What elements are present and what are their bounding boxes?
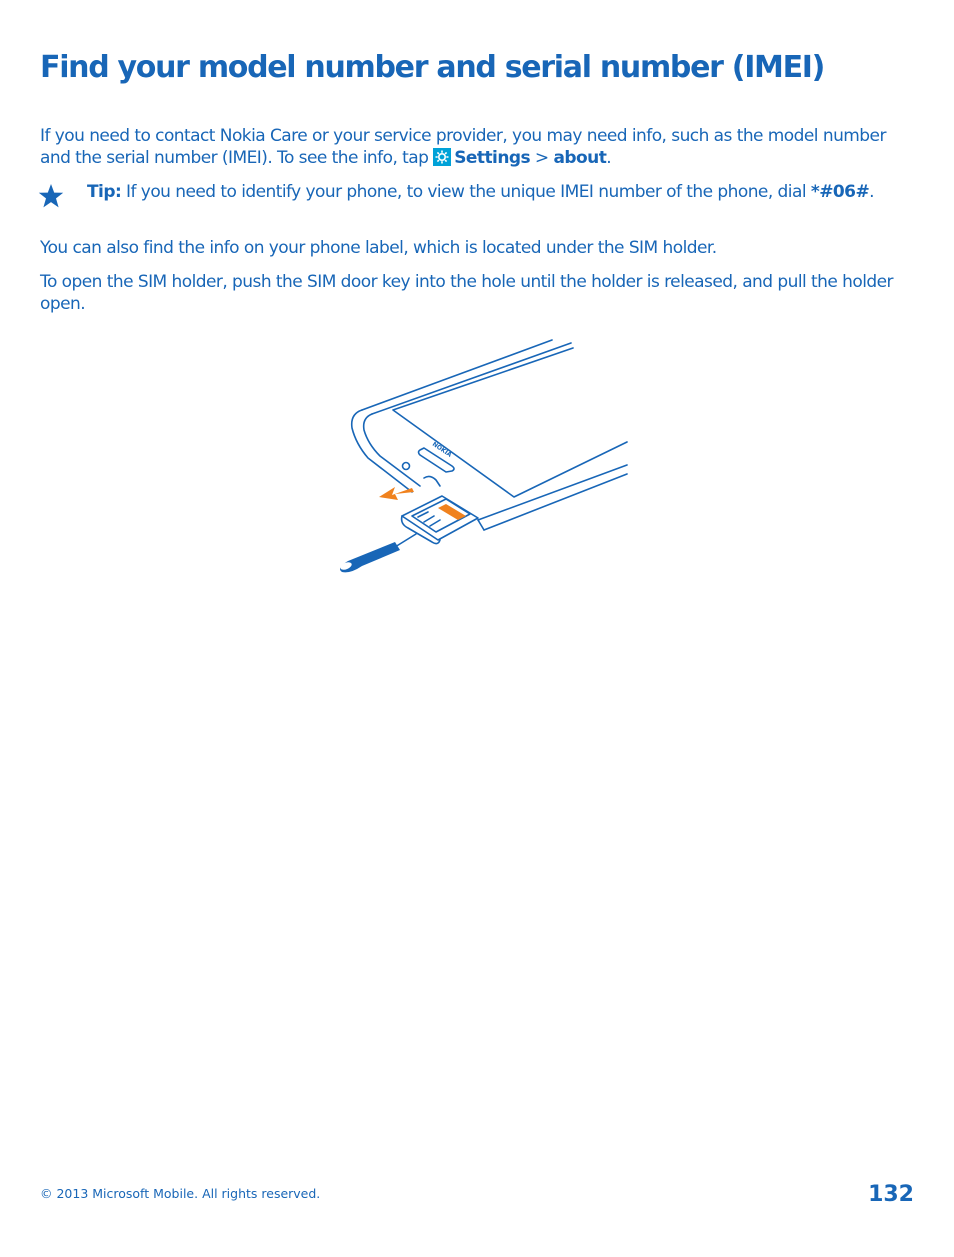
phone-body — [364, 414, 420, 486]
settings-label: Settings — [454, 148, 531, 168]
star-icon — [38, 183, 64, 209]
intro-paragraph — [40, 125, 920, 169]
tip-text: If you need to identify your phone, to view the unique IMEI number of the phone, dial — [121, 182, 811, 202]
copyright-footer: © 2013 Microsoft Mobile. All rights reserved. — [40, 1186, 321, 1201]
phone-body — [352, 410, 412, 492]
about-label: about — [553, 148, 607, 168]
sim-slot — [424, 476, 440, 486]
tip-end: . — [869, 182, 875, 202]
phone-edge — [372, 343, 571, 414]
settings-gear-icon — [433, 148, 451, 166]
page-title: Find your model number and serial number (IMEI) — [40, 50, 825, 85]
sim-contacts — [418, 512, 440, 526]
phone-edge — [484, 474, 627, 530]
phone-label-paragraph: You can also find the info on your phone label, which is located under the SIM holder. — [40, 238, 717, 258]
sim-key-tool — [339, 542, 400, 572]
intro-end: . — [606, 148, 612, 168]
phone-screen — [393, 348, 627, 497]
phone-brand: NOKIA — [430, 440, 453, 459]
path-separator: > — [530, 148, 554, 168]
intro-text: If you need to contact Nokia Care or your service provider, you may need info, such as the model number and the serial number (IMEI). To see the info, tap — [40, 126, 886, 168]
sim-holder-paragraph: To open the SIM holder, push the SIM door key into the hole until the holder is released, and pull the holder open. — [40, 272, 893, 314]
sim-key — [395, 534, 416, 547]
phone-edge — [478, 465, 627, 520]
phone-edge — [478, 520, 484, 530]
page-number: 132 — [868, 1182, 914, 1207]
tip-label: Tip: — [87, 182, 122, 202]
imei-code: *#06# — [810, 182, 870, 202]
tip-paragraph — [87, 181, 927, 203]
phone-edge — [362, 340, 552, 410]
sim-card — [438, 504, 466, 520]
sim-holder-illustration — [330, 335, 630, 575]
camera-hole — [403, 463, 410, 470]
